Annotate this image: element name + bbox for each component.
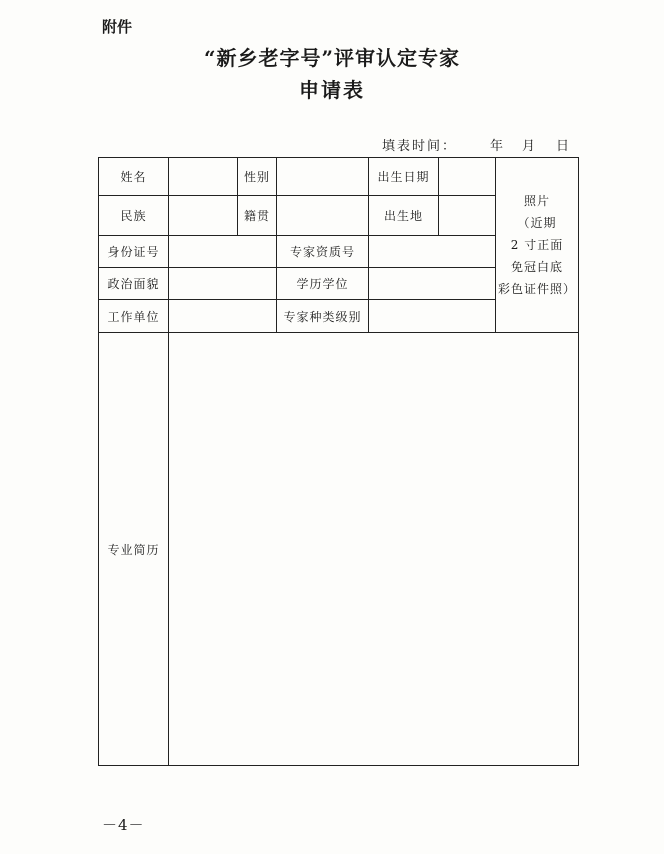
resume-field[interactable]	[169, 333, 579, 766]
work-unit-field[interactable]	[169, 300, 277, 333]
expert-category-label: 专家种类级别	[277, 300, 369, 333]
native-place-field[interactable]	[277, 196, 369, 236]
photo-label: 照片	[523, 194, 550, 208]
expert-category-field[interactable]	[369, 300, 496, 333]
work-unit-label: 工作单位	[99, 300, 169, 333]
form-title: “新乡老字号”评审认定专家	[203, 46, 460, 70]
photo-note-2: 2 寸正面	[510, 238, 564, 252]
photo-note-3: 免冠白底	[510, 260, 563, 274]
photo-note-1: （近期	[517, 216, 557, 230]
form-subtitle: 申请表	[299, 78, 365, 102]
gender-label: 性别	[238, 158, 277, 196]
photo-box[interactable]	[496, 158, 579, 333]
photo-note-4: 彩色证件照）	[497, 282, 576, 296]
resume-label: 专业简历	[99, 333, 169, 766]
education-field[interactable]	[369, 268, 496, 300]
political-status-label: 政治面貌	[99, 268, 169, 300]
political-status-field[interactable]	[169, 268, 277, 300]
fill-time	[382, 135, 570, 154]
id-number-field[interactable]	[169, 236, 277, 268]
name-field[interactable]	[169, 158, 238, 196]
birthplace-label: 出生地	[369, 196, 439, 236]
education-label: 学历学位	[277, 268, 369, 300]
day-label: 日	[556, 139, 570, 154]
birthplace-field[interactable]	[439, 196, 496, 236]
expert-qualification-field[interactable]	[369, 236, 496, 268]
year-label: 年	[490, 139, 504, 154]
expert-qualification-label: 专家资质号	[277, 236, 369, 268]
ethnicity-field[interactable]	[169, 196, 238, 236]
birth-date-field[interactable]	[439, 158, 496, 196]
application-form-table	[98, 157, 579, 766]
id-number-label: 身份证号	[99, 236, 169, 268]
fill-time-label: 填表时间：	[382, 139, 458, 154]
native-place-label: 籍贯	[238, 196, 277, 236]
gender-field[interactable]	[277, 158, 369, 196]
ethnicity-label: 民族	[99, 196, 169, 236]
birth-date-label: 出生日期	[369, 158, 439, 196]
name-label: 姓名	[99, 158, 169, 196]
attachment-label: 附件	[102, 18, 133, 36]
page-number: －4－	[102, 816, 145, 834]
month-label: 月	[522, 139, 536, 154]
